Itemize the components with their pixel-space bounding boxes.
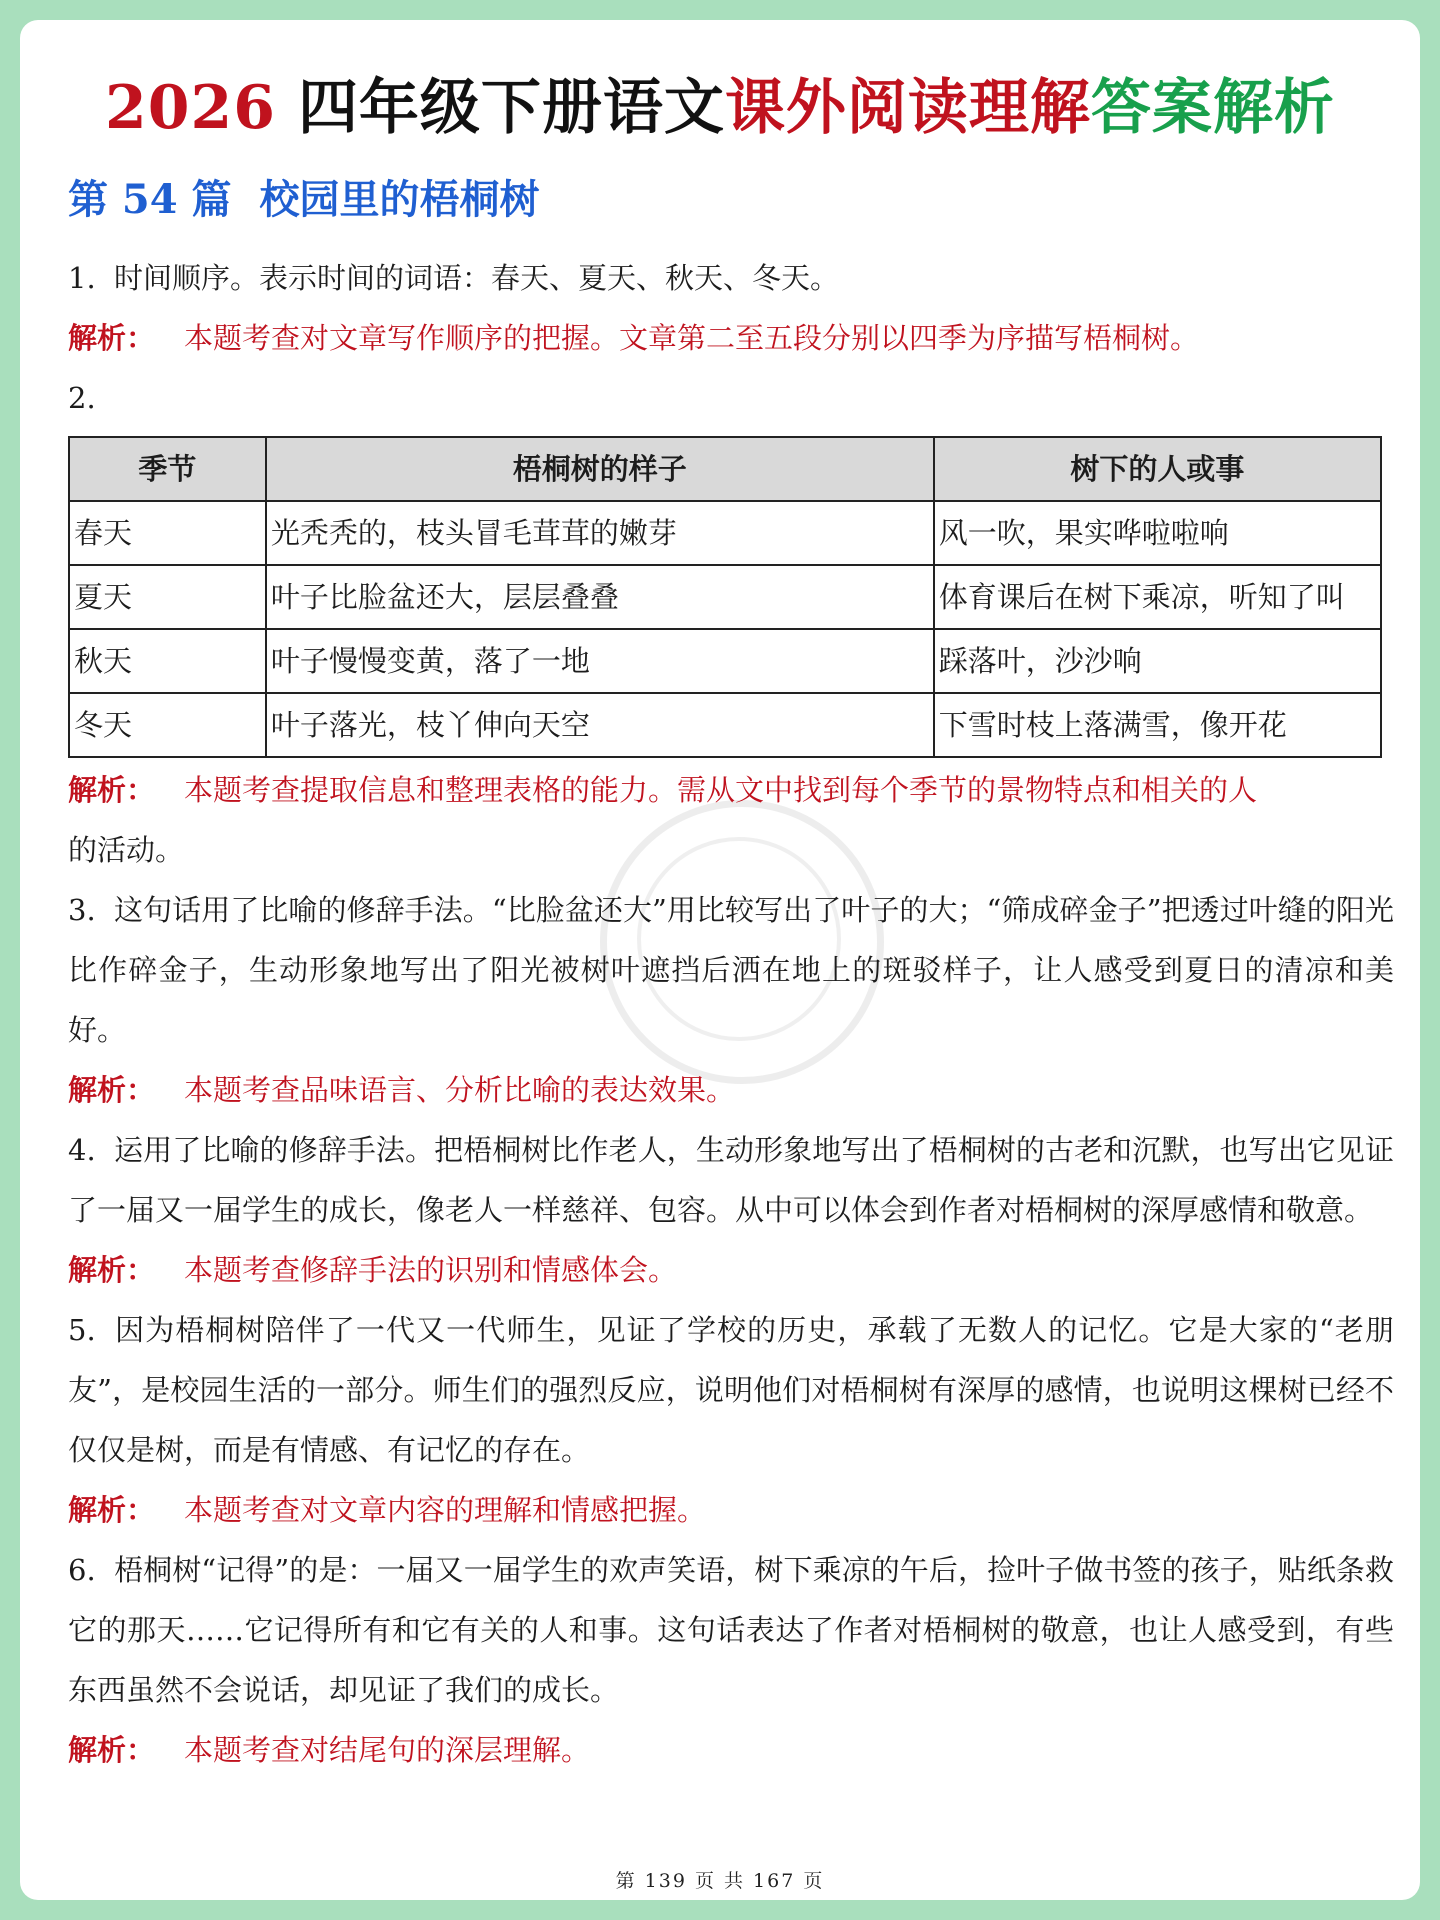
answer-1 bbox=[68, 248, 1394, 308]
explanation-2-tail: 的活动。 bbox=[68, 833, 185, 867]
table-cell: 夏天 bbox=[69, 565, 266, 629]
answer-number: 1. bbox=[68, 261, 96, 295]
title-answers: 答案解析 bbox=[1090, 73, 1335, 143]
answer-number: 2. bbox=[68, 381, 96, 415]
title-reading: 课外阅读理解 bbox=[724, 73, 1091, 143]
explanation-4 bbox=[68, 1240, 1394, 1300]
table-header-row bbox=[69, 437, 1381, 501]
table-header-tree-look: 梧桐树的样子 bbox=[266, 437, 934, 501]
title-grade-subject: 四年级下册语文 bbox=[297, 73, 725, 143]
title-year: 2026 bbox=[105, 73, 277, 143]
answer-text: 这句话用了比喻的修辞手法。“比脸盆还大”用比较写出了叶子的大；“筛成碎金子”把透过叶缝的阳光比作碎金子，生动形象地写出了阳光被树叶遮挡后洒在地上的斑驳样子，让人感受到夏日的清凉和美好。 bbox=[68, 893, 1394, 1047]
explanation-label: 解析： bbox=[68, 321, 156, 355]
table-header-season: 季节 bbox=[69, 437, 266, 501]
explanation-label: 解析： bbox=[68, 1073, 156, 1107]
explanation-6 bbox=[68, 1720, 1394, 1780]
explanation-text: 本题考查对文章内容的理解和情感把握。 bbox=[184, 1493, 707, 1527]
explanation-label: 解析： bbox=[68, 1493, 156, 1527]
answer-number: 4. bbox=[68, 1133, 96, 1167]
explanation-text: 本题考查修辞手法的识别和情感体会。 bbox=[184, 1253, 678, 1287]
answer-6 bbox=[68, 1540, 1394, 1720]
explanation-2 bbox=[68, 760, 1394, 820]
page-title bbox=[20, 68, 1420, 148]
explanation-1 bbox=[68, 308, 1394, 368]
table-row bbox=[69, 693, 1381, 757]
explanation-label: 解析： bbox=[68, 1733, 156, 1767]
table-row bbox=[69, 629, 1381, 693]
answer-number: 6. bbox=[68, 1553, 96, 1587]
answer-text: 因为梧桐树陪伴了一代又一代师生，见证了学校的历史，承载了无数人的记忆。它是大家的“老朋友”，是校园生活的一部分。师生们的强烈反应，说明他们对梧桐树有深厚的感情，也说明这棵树已经不仅仅是树，而是有情感、有记忆的存在。 bbox=[68, 1313, 1394, 1467]
article-number: 第 54 篇 bbox=[68, 176, 232, 223]
table-cell: 体育课后在树下乘凉，听知了叫 bbox=[934, 565, 1381, 629]
table-cell: 踩落叶，沙沙响 bbox=[934, 629, 1381, 693]
table-cell: 光秃秃的，枝头冒毛茸茸的嫩芽 bbox=[266, 501, 934, 565]
table-cell: 下雪时枝上落满雪，像开花 bbox=[934, 693, 1381, 757]
answer-list bbox=[68, 248, 1394, 1780]
explanation-label: 解析： bbox=[68, 773, 156, 807]
explanation-label: 解析： bbox=[68, 1253, 156, 1287]
table-header-people-events: 树下的人或事 bbox=[934, 437, 1381, 501]
table-cell: 春天 bbox=[69, 501, 266, 565]
season-table bbox=[68, 436, 1382, 758]
answer-5 bbox=[68, 1300, 1394, 1480]
table-cell: 风一吹，果实哗啦啦响 bbox=[934, 501, 1381, 565]
page-footer: 第 139 页 共 167 页 bbox=[615, 1870, 825, 1892]
explanation-text: 本题考查品味语言、分析比喻的表达效果。 bbox=[184, 1073, 736, 1107]
explanation-5 bbox=[68, 1480, 1394, 1540]
table-row bbox=[69, 501, 1381, 565]
explanation-3 bbox=[68, 1060, 1394, 1120]
explanation-text: 本题考查提取信息和整理表格的能力。需从文中找到每个季节的景物特点和相关的人 bbox=[184, 773, 1258, 807]
table-cell: 冬天 bbox=[69, 693, 266, 757]
table-row bbox=[69, 565, 1381, 629]
table-cell: 叶子比脸盆还大，层层叠叠 bbox=[266, 565, 934, 629]
explanation-text: 本题考查对结尾句的深层理解。 bbox=[184, 1733, 591, 1767]
table-cell: 叶子慢慢变黄，落了一地 bbox=[266, 629, 934, 693]
answer-text: 运用了比喻的修辞手法。把梧桐树比作老人，生动形象地写出了梧桐树的古老和沉默，也写出它见证了一届又一届学生的成长，像老人一样慈祥、包容。从中可以体会到作者对梧桐树的深厚感情和敬意。 bbox=[68, 1133, 1394, 1227]
table-cell: 秋天 bbox=[69, 629, 266, 693]
document-page bbox=[20, 20, 1420, 1900]
answer-4 bbox=[68, 1120, 1394, 1240]
table-cell: 叶子落光，枝丫伸向天空 bbox=[266, 693, 934, 757]
answer-2 bbox=[68, 368, 1394, 428]
answer-number: 3. bbox=[68, 893, 96, 927]
answer-3 bbox=[68, 880, 1394, 1060]
article-name: 校园里的梧桐树 bbox=[259, 176, 540, 223]
answer-text: 时间顺序。表示时间的词语：春天、夏天、秋天、冬天。 bbox=[114, 261, 840, 295]
article-heading bbox=[68, 172, 540, 228]
answer-number: 5. bbox=[68, 1313, 96, 1347]
explanation-text: 本题考查对文章写作顺序的把握。文章第二至五段分别以四季为序描写梧桐树。 bbox=[184, 321, 1200, 355]
answer-text: 梧桐树“记得”的是：一届又一届学生的欢声笑语，树下乘凉的午后，捡叶子做书签的孩子，贴纸条救它的那天……它记得所有和它有关的人和事。这句话表达了作者对梧桐树的敬意，也让人感受到，有些东西虽然不会说话，却见证了我们的成长。 bbox=[68, 1553, 1394, 1707]
